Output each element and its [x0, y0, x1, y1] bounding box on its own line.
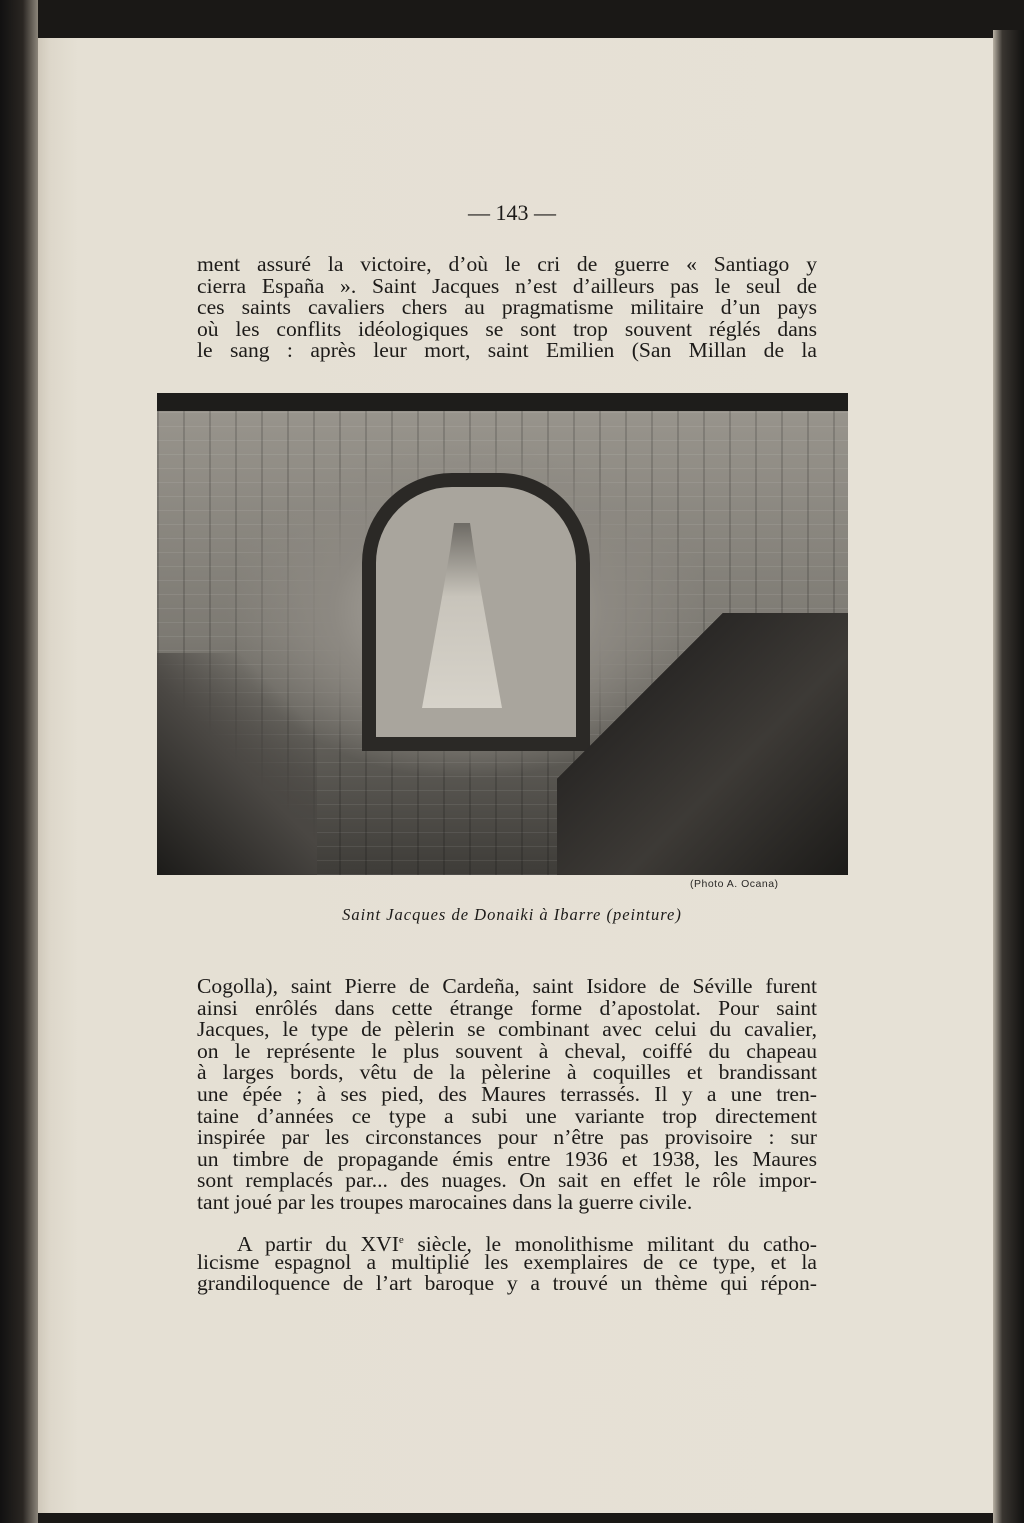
- text-line: licisme espagnol a multiplié les exemplaires de ce type, et la: [197, 1249, 817, 1274]
- page-edge: [993, 30, 1024, 1523]
- text-line: où les conflits idéologiques se sont trop souvent réglés dans: [197, 316, 817, 341]
- text-line: Jacques, le type de pèlerin se combinant avec celui du cavalier,: [197, 1017, 817, 1042]
- text-line: ces saints cavaliers chers au pragmatisme militaire d’un pays: [197, 295, 817, 320]
- text-line: tant joué par les troupes marocaines dans la guerre civile.: [197, 1189, 693, 1214]
- text-fragment: siècle, le monolithisme militant du catho-: [403, 1232, 817, 1257]
- text-line: inspirée par les circonstances pour n’être pas provisoire : sur: [197, 1125, 817, 1150]
- text-line: Cogolla), saint Pierre de Cardeña, saint Isidore de Séville furent: [197, 974, 817, 998]
- text-line: un timbre de propagande émis entre 1936 et 1938, les Maures: [197, 1146, 817, 1171]
- text-line: une épée ; à ses pied, des Maures terrassés. Il y a une tren-: [197, 1081, 817, 1106]
- photo-debris: [557, 613, 848, 875]
- paragraph-top: [197, 254, 817, 362]
- book-gutter: [0, 0, 38, 1523]
- figure-caption: Saint Jacques de Donaiki à Ibarre (peinture): [342, 905, 682, 924]
- text-line: cierra España ». Saint Jacques n’est d’ailleurs pas le seul de: [197, 273, 817, 298]
- page-number: — 143 —: [468, 200, 556, 225]
- text-line: à larges bords, vêtu de la pèlerine à coquilles et brandissant: [197, 1060, 817, 1085]
- text-line: [197, 1230, 817, 1257]
- photo-furniture: [157, 653, 317, 875]
- text-line: sont remplacés par... des nuages. On sait en effet le rôle impor-: [197, 1168, 817, 1193]
- superscript: e: [398, 1234, 404, 1246]
- text-line: on le représente le plus souvent à cheval, coiffé du chapeau: [197, 1038, 817, 1063]
- text-line: grandiloquence de l’art baroque y a trouvé un thème qui répon-: [197, 1271, 817, 1296]
- text-line: le sang : après leur mort, saint Emilien (San Millan de la: [197, 338, 817, 363]
- paragraph-bottom: [197, 1230, 817, 1295]
- text-line: ment assuré la victoire, d’où le cri de guerre « Santiago y: [197, 252, 817, 276]
- photograph-saint-jacques-painting: [157, 393, 848, 875]
- text-fragment: A partir du XVI: [237, 1232, 399, 1257]
- paragraph-middle: [197, 976, 817, 1214]
- text-line: taine d’années ce type a subi une variante trop directement: [197, 1103, 817, 1128]
- text-line: ainsi enrôlés dans cette étrange forme d’apostolat. Pour saint: [197, 995, 817, 1020]
- photo-credit: (Photo A. Ocana): [690, 878, 779, 890]
